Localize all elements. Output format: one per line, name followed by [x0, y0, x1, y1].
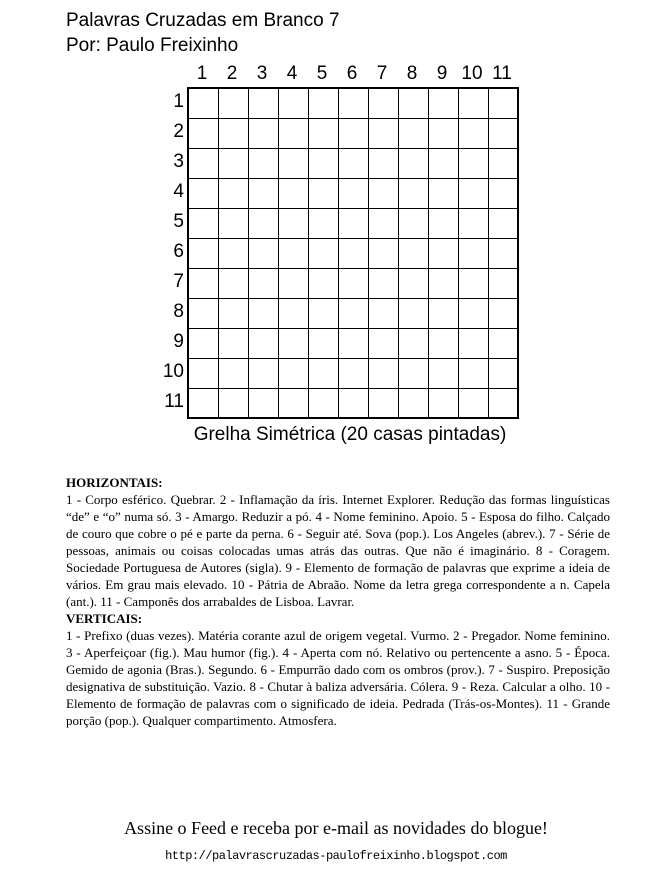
grid-cell[interactable]: [339, 209, 369, 239]
column-number: 2: [226, 63, 238, 84]
grid-cell[interactable]: [399, 179, 429, 209]
grid-cell[interactable]: [369, 389, 399, 419]
grid-cell[interactable]: [429, 329, 459, 359]
grid-cell[interactable]: [399, 329, 429, 359]
grid-cell[interactable]: [339, 149, 369, 179]
grid-cell[interactable]: [489, 119, 519, 149]
column-number: 3: [256, 63, 268, 84]
row-number: 4: [173, 181, 184, 202]
grid-cell[interactable]: [339, 329, 369, 359]
row-number: 6: [173, 241, 184, 262]
grid-cell[interactable]: [189, 149, 219, 179]
grid-cell[interactable]: [309, 329, 339, 359]
grid-cell[interactable]: [189, 329, 219, 359]
grid-cell[interactable]: [489, 329, 519, 359]
grid-cell[interactable]: [249, 89, 279, 119]
grid-cell[interactable]: [279, 269, 309, 299]
grid-cell[interactable]: [339, 89, 369, 119]
grid-cell[interactable]: [309, 209, 339, 239]
grid-cell[interactable]: [219, 389, 249, 419]
grid-cell[interactable]: [249, 179, 279, 209]
grid-cell[interactable]: [429, 269, 459, 299]
blog-url[interactable]: http://palavrascruzadas-paulofreixinho.blogspot.com: [165, 849, 507, 863]
grid-cell[interactable]: [279, 359, 309, 389]
grid-cell[interactable]: [249, 149, 279, 179]
grid-cell[interactable]: [249, 389, 279, 419]
grid-cell[interactable]: [369, 269, 399, 299]
grid-cell[interactable]: [279, 179, 309, 209]
grid-cell[interactable]: [399, 359, 429, 389]
grid-cell[interactable]: [399, 149, 429, 179]
vertical-heading: VERTICAIS:: [66, 611, 143, 626]
grid-cell[interactable]: [339, 389, 369, 419]
grid-cell[interactable]: [309, 239, 339, 269]
column-number: 10: [461, 63, 483, 84]
row-numbers: [150, 87, 184, 417]
grid-cell[interactable]: [309, 359, 339, 389]
column-number: 8: [406, 63, 418, 84]
grid-cell[interactable]: [369, 209, 399, 239]
grid-cell[interactable]: [399, 119, 429, 149]
clues-section: [66, 474, 610, 729]
grid-cell[interactable]: [339, 119, 369, 149]
grid-cell[interactable]: [489, 179, 519, 209]
row-number: 9: [173, 331, 184, 352]
column-numbers: [187, 62, 517, 86]
grid-cell[interactable]: [399, 239, 429, 269]
grid-cell[interactable]: [369, 149, 399, 179]
puzzle-title: Palavras Cruzadas em Branco 7: [66, 10, 340, 31]
row-number: 1: [173, 91, 184, 112]
grid-cell[interactable]: [189, 239, 219, 269]
grid-cell[interactable]: [339, 269, 369, 299]
grid-cell[interactable]: [279, 329, 309, 359]
grid-cell[interactable]: [219, 269, 249, 299]
grid-cell[interactable]: [279, 209, 309, 239]
grid-cell[interactable]: [249, 359, 279, 389]
grid-cell[interactable]: [309, 179, 339, 209]
grid-cell[interactable]: [249, 269, 279, 299]
grid-cell[interactable]: [249, 239, 279, 269]
grid-cell[interactable]: [399, 209, 429, 239]
column-number: 4: [286, 63, 298, 84]
grid-cell[interactable]: [489, 269, 519, 299]
grid-cell[interactable]: [369, 119, 399, 149]
grid-cell[interactable]: [249, 119, 279, 149]
row-number: 10: [162, 361, 184, 382]
grid-cell[interactable]: [429, 149, 459, 179]
grid-cell[interactable]: [249, 329, 279, 359]
grid-cell[interactable]: [219, 359, 249, 389]
grid-cell[interactable]: [489, 89, 519, 119]
grid-cell[interactable]: [219, 239, 249, 269]
grid-cell[interactable]: [399, 389, 429, 419]
grid-cell[interactable]: [309, 119, 339, 149]
grid-cell[interactable]: [459, 89, 489, 119]
grid-cell[interactable]: [339, 299, 369, 329]
grid-cell[interactable]: [429, 239, 459, 269]
grid-cell[interactable]: [429, 89, 459, 119]
grid-cell[interactable]: [249, 209, 279, 239]
column-number: 5: [316, 63, 328, 84]
grid-cell[interactable]: [189, 299, 219, 329]
grid-cell[interactable]: [309, 389, 339, 419]
grid-cell[interactable]: [459, 179, 489, 209]
grid-cell[interactable]: [189, 389, 219, 419]
grid-cell[interactable]: [339, 239, 369, 269]
column-number: 6: [346, 63, 358, 84]
grid-cell[interactable]: [399, 299, 429, 329]
grid-cell[interactable]: [339, 359, 369, 389]
row-number: 3: [173, 151, 184, 172]
grid-cell[interactable]: [489, 359, 519, 389]
grid-cell[interactable]: [459, 389, 489, 419]
grid-cell[interactable]: [219, 329, 249, 359]
grid-cell[interactable]: [399, 89, 429, 119]
grid-cell[interactable]: [459, 329, 489, 359]
grid-cell[interactable]: [189, 269, 219, 299]
grid-cell[interactable]: [279, 119, 309, 149]
grid-cell[interactable]: [489, 239, 519, 269]
grid-cell[interactable]: [459, 149, 489, 179]
column-number: 1: [196, 63, 208, 84]
grid-cell[interactable]: [219, 209, 249, 239]
grid-cell[interactable]: [459, 359, 489, 389]
crossword-grid: [187, 87, 519, 419]
grid-cell[interactable]: [309, 89, 339, 119]
grid-cell[interactable]: [459, 239, 489, 269]
grid-cell[interactable]: [459, 209, 489, 239]
grid-cell[interactable]: [309, 299, 339, 329]
row-number: 8: [173, 301, 184, 322]
grid-cell[interactable]: [369, 299, 399, 329]
horizontal-heading: HORIZONTAIS:: [66, 475, 163, 490]
grid-cell[interactable]: [459, 269, 489, 299]
grid-cell[interactable]: [189, 89, 219, 119]
grid-cell[interactable]: [369, 329, 399, 359]
grid-cell[interactable]: [189, 119, 219, 149]
grid-cell[interactable]: [279, 89, 309, 119]
grid-cell[interactable]: [489, 149, 519, 179]
grid-cell[interactable]: [489, 209, 519, 239]
page-header: [66, 8, 340, 58]
grid-cell[interactable]: [279, 299, 309, 329]
grid-cell[interactable]: [189, 209, 219, 239]
grid-cell[interactable]: [219, 149, 249, 179]
grid-cell[interactable]: [309, 149, 339, 179]
grid-cell[interactable]: [219, 179, 249, 209]
row-number: 2: [173, 121, 184, 142]
horizontal-clues: 1 - Corpo esférico. Quebrar. 2 - Inflamação da íris. Internet Explorer. Redução das formas linguísticas “de” e “o” numa só. 3 - Amargo. Reduzir a pó. 4 - Nome feminino. Apoio. 5 - Esposa do filho. Calçado de couro que cobre o pé e parte da perna. 6 - Seguir até. Sova (pop.). Los Angeles (abrev.). 7 - Série de pessoas, animais ou coisas colocadas umas atrás das outras. Que não é imaginário. 8 - Coragem. Sociedade Portuguesa de Autores (sigla). 9 - Elemento de formação de palavras que exprime a ideia de vários. Em grau mais elevado. 10 - Pátria de Abraão. Nome da letra grega correspondente a n. Capela (ant.). 11 - Camponês dos arrabaldes de Lisboa. Lavrar.: [66, 492, 610, 609]
grid-cell[interactable]: [429, 119, 459, 149]
grid-cell[interactable]: [369, 359, 399, 389]
grid-cell[interactable]: [459, 119, 489, 149]
grid-caption: Grelha Simétrica (20 casas pintadas): [193, 424, 507, 445]
grid-cell[interactable]: [219, 119, 249, 149]
grid-cell[interactable]: [249, 299, 279, 329]
grid-cell[interactable]: [279, 149, 309, 179]
grid-cell[interactable]: [339, 179, 369, 209]
grid-cell[interactable]: [429, 359, 459, 389]
grid-cell[interactable]: [459, 299, 489, 329]
grid-cell[interactable]: [369, 179, 399, 209]
subscribe-text: Assine o Feed e receba por e-mail as novidades do blogue!: [124, 818, 548, 838]
column-number: 9: [436, 63, 448, 84]
grid-cell[interactable]: [189, 179, 219, 209]
row-number: 11: [164, 391, 184, 412]
puzzle-author: Por: Paulo Freixinho: [66, 35, 239, 56]
grid-cell[interactable]: [429, 389, 459, 419]
grid-cell[interactable]: [219, 89, 249, 119]
grid-cell[interactable]: [399, 269, 429, 299]
grid-cell[interactable]: [219, 299, 249, 329]
grid-cell[interactable]: [429, 209, 459, 239]
grid-cell[interactable]: [429, 299, 459, 329]
grid-cell[interactable]: [489, 299, 519, 329]
grid-cell[interactable]: [309, 269, 339, 299]
grid-cell[interactable]: [369, 89, 399, 119]
vertical-clues: 1 - Prefixo (duas vezes). Matéria corante azul de origem vegetal. Vurmo. 2 - Pregador. Nome feminino. 3 - Aperfeiçoar (fig.). Mau humor (fig.). 4 - Aperta com nó. Relativo ou pertencente a asno. 5 - Época. Gemido de agonia (Bras.). Segundo. 6 - Empurrão dado com os ombros (prov.). 7 - Suspiro. Preposição designativa de substituição. Vazio. 8 - Chutar à baliza adversária. Cólera. 9 - Reza. Calcular a olho. 10 - Elemento de formação de palavras com o significado de ideia. Pedrada (Trás-os-Montes). 11 - Grande porção (pop.). Qualquer compartimento. Atmosfera.: [66, 628, 610, 728]
column-number: 7: [376, 63, 388, 84]
row-number: 7: [173, 271, 184, 292]
grid-cell[interactable]: [279, 239, 309, 269]
row-number: 5: [173, 211, 184, 232]
grid-cell[interactable]: [279, 389, 309, 419]
grid-cell[interactable]: [429, 179, 459, 209]
grid-cell[interactable]: [189, 359, 219, 389]
grid-cell[interactable]: [489, 389, 519, 419]
grid-cell[interactable]: [369, 239, 399, 269]
column-number: 11: [492, 63, 512, 84]
